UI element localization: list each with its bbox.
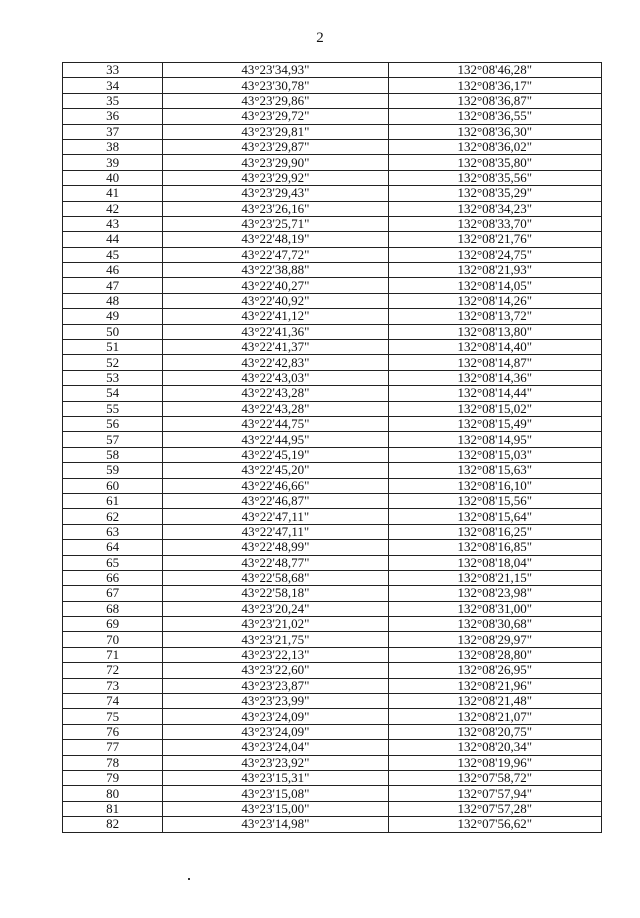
latitude-cell: 43°22'38,88" [163, 263, 388, 278]
longitude-cell: 132°07'57,28" [388, 801, 601, 816]
latitude-cell: 43°23'23,99" [163, 694, 388, 709]
longitude-cell: 132°08'36,55" [388, 109, 601, 124]
longitude-cell: 132°08'14,26" [388, 293, 601, 308]
point-number-cell: 36 [63, 109, 163, 124]
table-row [63, 617, 602, 632]
point-number-cell: 77 [63, 740, 163, 755]
table-row [63, 139, 602, 154]
table-row [63, 493, 602, 508]
latitude-cell: 43°22'45,20" [163, 463, 388, 478]
longitude-cell: 132°08'16,10" [388, 478, 601, 493]
longitude-cell: 132°08'23,98" [388, 586, 601, 601]
table-row [63, 524, 602, 539]
table-row [63, 63, 602, 78]
latitude-cell: 43°23'34,93" [163, 63, 388, 78]
latitude-cell: 43°22'58,18" [163, 586, 388, 601]
longitude-cell: 132°08'16,25" [388, 524, 601, 539]
coordinates-table [62, 62, 602, 833]
page-number: 2 [316, 30, 324, 46]
point-number-cell: 57 [63, 432, 163, 447]
table-row [63, 755, 602, 770]
longitude-cell: 132°08'14,44" [388, 386, 601, 401]
point-number-cell: 52 [63, 355, 163, 370]
table-row [63, 109, 602, 124]
point-number-cell: 81 [63, 801, 163, 816]
point-number-cell: 56 [63, 416, 163, 431]
table-row [63, 309, 602, 324]
longitude-cell: 132°08'14,87" [388, 355, 601, 370]
longitude-cell: 132°08'29,97" [388, 632, 601, 647]
latitude-cell: 43°23'20,24" [163, 601, 388, 616]
longitude-cell: 132°08'36,30" [388, 124, 601, 139]
table-row [63, 801, 602, 816]
latitude-cell: 43°23'22,60" [163, 663, 388, 678]
longitude-cell: 132°08'15,02" [388, 401, 601, 416]
table-row [63, 124, 602, 139]
table-row [63, 401, 602, 416]
latitude-cell: 43°22'48,77" [163, 555, 388, 570]
point-number-cell: 73 [63, 678, 163, 693]
latitude-cell: 43°22'41,12" [163, 309, 388, 324]
point-number-cell: 80 [63, 786, 163, 801]
latitude-cell: 43°23'25,71" [163, 216, 388, 231]
point-number-cell: 38 [63, 139, 163, 154]
latitude-cell: 43°23'22,13" [163, 647, 388, 662]
longitude-cell: 132°08'21,96" [388, 678, 601, 693]
latitude-cell: 43°23'23,92" [163, 755, 388, 770]
point-number-cell: 78 [63, 755, 163, 770]
latitude-cell: 43°22'45,19" [163, 447, 388, 462]
latitude-cell: 43°22'58,68" [163, 570, 388, 585]
latitude-cell: 43°23'15,00" [163, 801, 388, 816]
table-row [63, 570, 602, 585]
point-number-cell: 75 [63, 709, 163, 724]
latitude-cell: 43°23'29,92" [163, 170, 388, 185]
latitude-cell: 43°23'21,02" [163, 617, 388, 632]
table-row [63, 632, 602, 647]
point-number-cell: 37 [63, 124, 163, 139]
point-number-cell: 53 [63, 370, 163, 385]
table-row [63, 663, 602, 678]
longitude-cell: 132°08'35,29" [388, 186, 601, 201]
latitude-cell: 43°22'43,03" [163, 370, 388, 385]
longitude-cell: 132°08'24,75" [388, 247, 601, 262]
table-row [63, 216, 602, 231]
table-row [63, 694, 602, 709]
longitude-cell: 132°08'36,02" [388, 139, 601, 154]
table-row [63, 201, 602, 216]
longitude-cell: 132°08'15,63" [388, 463, 601, 478]
table-row [63, 740, 602, 755]
latitude-cell: 43°22'40,92" [163, 293, 388, 308]
latitude-cell: 43°22'47,11" [163, 509, 388, 524]
point-number-cell: 43 [63, 216, 163, 231]
latitude-cell: 43°23'21,75" [163, 632, 388, 647]
longitude-cell: 132°08'14,40" [388, 340, 601, 355]
point-number-cell: 35 [63, 93, 163, 108]
point-number-cell: 76 [63, 724, 163, 739]
longitude-cell: 132°08'15,03" [388, 447, 601, 462]
longitude-cell: 132°08'28,80" [388, 647, 601, 662]
longitude-cell: 132°08'18,04" [388, 555, 601, 570]
point-number-cell: 72 [63, 663, 163, 678]
table-row [63, 278, 602, 293]
longitude-cell: 132°08'46,28" [388, 63, 601, 78]
point-number-cell: 46 [63, 263, 163, 278]
longitude-cell: 132°08'35,56" [388, 170, 601, 185]
table-row [63, 386, 602, 401]
point-number-cell: 74 [63, 694, 163, 709]
longitude-cell: 132°07'56,62" [388, 817, 601, 832]
table-row [63, 170, 602, 185]
table-row [63, 324, 602, 339]
table-row [63, 678, 602, 693]
table-row [63, 293, 602, 308]
longitude-cell: 132°08'21,15" [388, 570, 601, 585]
point-number-cell: 45 [63, 247, 163, 262]
point-number-cell: 33 [63, 63, 163, 78]
point-number-cell: 79 [63, 770, 163, 785]
table-row [63, 78, 602, 93]
table-row [63, 586, 602, 601]
latitude-cell: 43°23'29,43" [163, 186, 388, 201]
point-number-cell: 82 [63, 817, 163, 832]
point-number-cell: 69 [63, 617, 163, 632]
latitude-cell: 43°22'42,83" [163, 355, 388, 370]
point-number-cell: 49 [63, 309, 163, 324]
latitude-cell: 43°22'41,36" [163, 324, 388, 339]
latitude-cell: 43°22'48,19" [163, 232, 388, 247]
latitude-cell: 43°23'29,81" [163, 124, 388, 139]
latitude-cell: 43°23'23,87" [163, 678, 388, 693]
longitude-cell: 132°08'30,68" [388, 617, 601, 632]
point-number-cell: 55 [63, 401, 163, 416]
point-number-cell: 63 [63, 524, 163, 539]
longitude-cell: 132°08'13,72" [388, 309, 601, 324]
longitude-cell: 132°08'21,48" [388, 694, 601, 709]
longitude-cell: 132°08'13,80" [388, 324, 601, 339]
table-row [63, 186, 602, 201]
latitude-cell: 43°22'43,28" [163, 386, 388, 401]
longitude-cell: 132°08'15,49" [388, 416, 601, 431]
table-row [63, 647, 602, 662]
table-row [63, 263, 602, 278]
point-number-cell: 48 [63, 293, 163, 308]
longitude-cell: 132°08'20,75" [388, 724, 601, 739]
latitude-cell: 43°23'15,08" [163, 786, 388, 801]
point-number-cell: 58 [63, 447, 163, 462]
table-row [63, 432, 602, 447]
latitude-cell: 43°22'46,87" [163, 493, 388, 508]
point-number-cell: 67 [63, 586, 163, 601]
table-row [63, 555, 602, 570]
point-number-cell: 70 [63, 632, 163, 647]
longitude-cell: 132°08'14,36" [388, 370, 601, 385]
point-number-cell: 44 [63, 232, 163, 247]
latitude-cell: 43°23'14,98" [163, 817, 388, 832]
latitude-cell: 43°23'29,87" [163, 139, 388, 154]
longitude-cell: 132°08'19,96" [388, 755, 601, 770]
latitude-cell: 43°22'44,75" [163, 416, 388, 431]
table-row [63, 93, 602, 108]
coordinates-table-body [63, 63, 602, 833]
latitude-cell: 43°23'29,90" [163, 155, 388, 170]
latitude-cell: 43°22'43,28" [163, 401, 388, 416]
point-number-cell: 64 [63, 540, 163, 555]
point-number-cell: 66 [63, 570, 163, 585]
longitude-cell: 132°08'31,00" [388, 601, 601, 616]
table-row [63, 416, 602, 431]
table-row [63, 786, 602, 801]
table-row [63, 770, 602, 785]
longitude-cell: 132°08'16,85" [388, 540, 601, 555]
longitude-cell: 132°08'21,76" [388, 232, 601, 247]
point-number-cell: 47 [63, 278, 163, 293]
latitude-cell: 43°22'47,11" [163, 524, 388, 539]
longitude-cell: 132°08'15,64" [388, 509, 601, 524]
point-number-cell: 65 [63, 555, 163, 570]
point-number-cell: 39 [63, 155, 163, 170]
point-number-cell: 42 [63, 201, 163, 216]
longitude-cell: 132°08'35,80" [388, 155, 601, 170]
latitude-cell: 43°23'29,86" [163, 93, 388, 108]
table-row [63, 817, 602, 832]
point-number-cell: 59 [63, 463, 163, 478]
table-row [63, 463, 602, 478]
table-row [63, 370, 602, 385]
point-number-cell: 51 [63, 340, 163, 355]
longitude-cell: 132°08'26,95" [388, 663, 601, 678]
longitude-cell: 132°08'36,17" [388, 78, 601, 93]
point-number-cell: 62 [63, 509, 163, 524]
table-row [63, 724, 602, 739]
longitude-cell: 132°08'34,23" [388, 201, 601, 216]
latitude-cell: 43°22'44,95" [163, 432, 388, 447]
longitude-cell: 132°08'21,07" [388, 709, 601, 724]
point-number-cell: 54 [63, 386, 163, 401]
longitude-cell: 132°07'57,94" [388, 786, 601, 801]
point-number-cell: 41 [63, 186, 163, 201]
latitude-cell: 43°22'48,99" [163, 540, 388, 555]
stray-mark [188, 878, 190, 880]
table-row [63, 355, 602, 370]
table-row [63, 509, 602, 524]
longitude-cell: 132°08'14,05" [388, 278, 601, 293]
point-number-cell: 71 [63, 647, 163, 662]
table-row [63, 447, 602, 462]
table-row [63, 478, 602, 493]
latitude-cell: 43°23'26,16" [163, 201, 388, 216]
latitude-cell: 43°23'24,09" [163, 724, 388, 739]
latitude-cell: 43°22'47,72" [163, 247, 388, 262]
latitude-cell: 43°22'46,66" [163, 478, 388, 493]
longitude-cell: 132°08'14,95" [388, 432, 601, 447]
latitude-cell: 43°23'15,31" [163, 770, 388, 785]
latitude-cell: 43°23'29,72" [163, 109, 388, 124]
latitude-cell: 43°23'24,04" [163, 740, 388, 755]
longitude-cell: 132°08'15,56" [388, 493, 601, 508]
table-row [63, 247, 602, 262]
point-number-cell: 61 [63, 493, 163, 508]
table-row [63, 601, 602, 616]
point-number-cell: 34 [63, 78, 163, 93]
longitude-cell: 132°08'21,93" [388, 263, 601, 278]
table-row [63, 340, 602, 355]
table-row [63, 232, 602, 247]
longitude-cell: 132°07'58,72" [388, 770, 601, 785]
latitude-cell: 43°23'30,78" [163, 78, 388, 93]
longitude-cell: 132°08'36,87" [388, 93, 601, 108]
latitude-cell: 43°22'40,27" [163, 278, 388, 293]
longitude-cell: 132°08'33,70" [388, 216, 601, 231]
table-row [63, 155, 602, 170]
table-row [63, 709, 602, 724]
point-number-cell: 40 [63, 170, 163, 185]
table-row [63, 540, 602, 555]
latitude-cell: 43°23'24,09" [163, 709, 388, 724]
point-number-cell: 60 [63, 478, 163, 493]
longitude-cell: 132°08'20,34" [388, 740, 601, 755]
latitude-cell: 43°22'41,37" [163, 340, 388, 355]
point-number-cell: 68 [63, 601, 163, 616]
point-number-cell: 50 [63, 324, 163, 339]
